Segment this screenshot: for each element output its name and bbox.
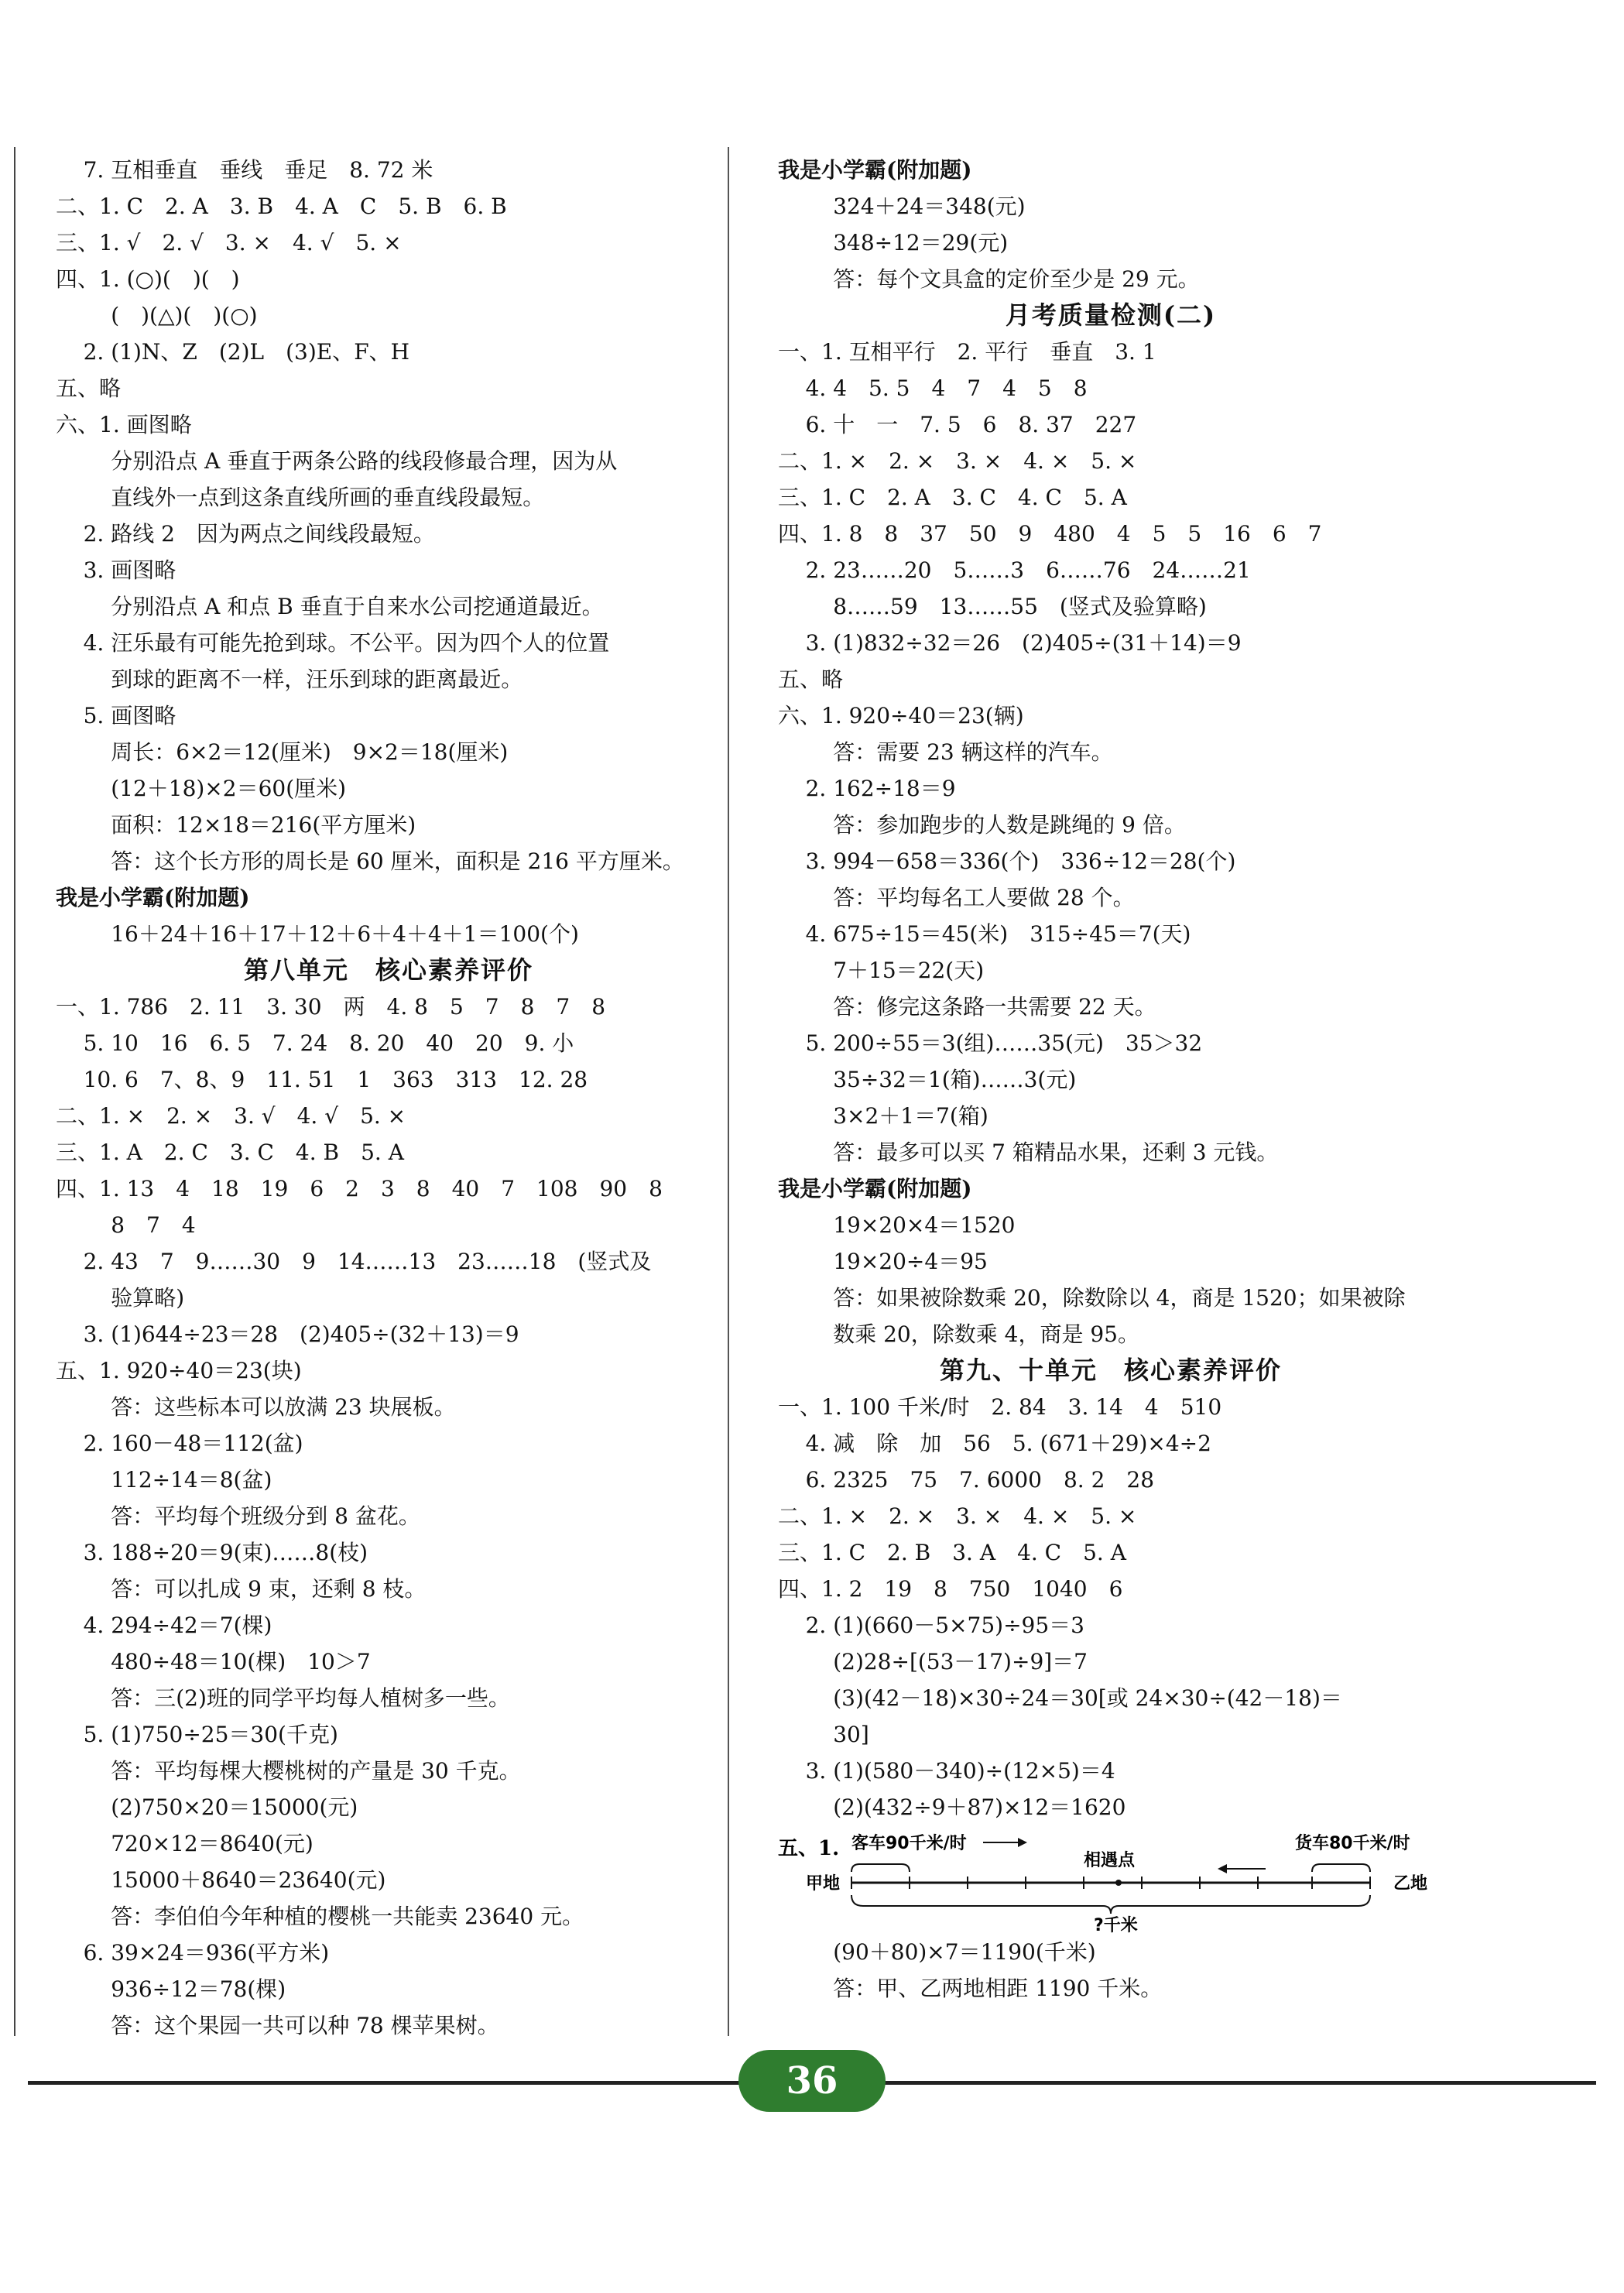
diagram-prefix: 五、1. [778,1837,840,1860]
answer-line: 答：每个文具盒的定价至少是 29 元。 [778,266,1200,292]
diagram-start-label: 甲地 [806,1874,841,1894]
answer-line: 2. 路线 2 因为两点之间线段最短。 [56,521,435,547]
right-column [778,152,1444,2007]
answer-line: 四、1. 2 19 8 750 1040 6 [778,1576,1123,1602]
answer-line: 4. 4 5. 5 4 7 4 5 8 [778,375,1088,401]
answer-line: 2. 23……20 5……3 6……76 24……21 [778,557,1251,583]
page-number [738,2050,886,2112]
answer-line: 30] [778,1722,869,1747]
answer-line: 4. 减 除 加 56 5. (671＋29)×4÷2 [778,1431,1211,1456]
answer-line: 验算略) [56,1285,185,1311]
answer-line: 720×12＝8640(元) [56,1831,313,1856]
answer-line: 一、1. 互相平行 2. 平行 垂直 3. 1 [778,339,1156,365]
answer-line: (2)(432÷9＋87)×12＝1620 [778,1794,1126,1820]
distance-brace [851,1895,1370,1914]
answer-line: 答：平均每个班级分到 8 盆花。 [56,1503,420,1529]
answer-line: 15000＋8640＝23640(元) [56,1867,386,1893]
answer-line: 三、1. √ 2. √ 3. × 4. √ 5. × [56,230,402,255]
answer-line: 二、1. × 2. × 3. × 4. × 5. × [778,448,1137,474]
section-heading: 第九、十单元 核心素养评价 [939,1356,1282,1385]
answer-line: 一、1. 100 千米/时 2. 84 3. 14 4 510 [778,1394,1222,1420]
answer-line: 3. (1)832÷32＝26 (2)405÷(31＋14)＝9 [778,630,1242,656]
answer-line: 16＋24＋16＋17＋12＋6＋4＋4＋1＝100(个) [56,921,579,947]
answer-line: 答：这个果园一共可以种 78 棵苹果树。 [56,2013,499,2038]
answer-line: 四、1. 8 8 37 50 9 480 4 5 5 16 6 7 [778,521,1322,547]
answer-line: 3. 188÷20＝9(束)……8(枝) [56,1540,368,1565]
answer-line: 7. 互相垂直 垂线 垂足 8. 72 米 [56,157,433,183]
answer-line: 6. 39×24＝936(平方米) [56,1940,330,1966]
answer-line: 2. 160－48＝112(盆) [56,1431,303,1456]
answer-line: 数乘 20，除数乘 4，商是 95。 [778,1321,1139,1347]
answer-line: 答：这些标本可以放满 23 块展板。 [56,1394,456,1420]
answer-line: 10. 6 7、8、9 11. 51 1 363 313 12. 28 [56,1067,588,1092]
bonus-heading: 我是小学霸(附加题) [56,885,250,910]
answer-line: 112÷14＝8(盆) [56,1467,272,1493]
meeting-diagram [778,1825,1444,1934]
page-left-edge [14,147,15,2036]
left-segment-brace [851,1864,910,1872]
answer-line: 3. (1)(580－340)÷(12×5)＝4 [778,1758,1115,1784]
answer-line: 4. 675÷15＝45(米) 315÷45＝7(天) [778,921,1191,947]
bonus-heading: 我是小学霸(附加题) [778,157,972,183]
answer-line: 一、1. 786 2. 11 3. 30 两 4. 8 5 7 8 7 8 [56,994,606,1020]
answer-line: 三、1. C 2. B 3. A 4. C 5. A [778,1540,1126,1565]
answer-line: 480÷48＝10(棵) 10＞7 [56,1649,371,1674]
answer-line: 周长：6×2＝12(厘米) 9×2＝18(厘米) [56,739,509,765]
answer-line: 答：平均每名工人要做 28 个。 [778,885,1135,910]
answer-line: 五、1. 920÷40＝23(块) [56,1358,302,1383]
answer-line: 三、1. A 2. C 3. C 4. B 5. A [56,1140,404,1165]
answer-line: 分别沿点 A 和点 B 垂直于自来水公司挖通道最近。 [56,594,604,619]
answer-line: 四、1. (○)( )( ) [56,266,240,292]
answer-line: 5. 画图略 [56,703,176,728]
answer-line: ( )(△)( )(○) [56,303,258,328]
answer-line: 分别沿点 A 垂直于两条公路的线段修最合理，因为从 [56,448,618,474]
answer-line: 7＋15＝22(天) [778,958,985,983]
answer-line: (2)28÷[(53－17)÷9]＝7 [778,1649,1088,1674]
answer-line: 3×2＋1＝7(箱) [778,1103,988,1129]
section-heading: 第八单元 核心素养评价 [243,955,533,985]
answer-line: 936÷12＝78(棵) [56,1976,286,2002]
diagram-left-label: 客车90千米/时 [851,1834,967,1853]
page-footer [0,2050,1624,2104]
answer-line: (3)(42－18)×30÷24＝30[或 24×30÷(42－18)＝ [778,1685,1342,1711]
answer-line: 8 7 4 [56,1212,196,1238]
answer-line: (12＋18)×2＝60(厘米) [56,776,347,801]
answer-line: 二、1. C 2. A 3. B 4. A C 5. B 6. B [56,194,507,219]
answer-line: 答：需要 23 辆这样的汽车。 [778,739,1113,765]
answer-line: 答：平均每棵大樱桃树的产量是 30 千克。 [56,1758,521,1784]
answer-line: 到球的距离不一样，汪乐到球的距离最近。 [56,667,523,692]
answer-line: 5. (1)750÷25＝30(千克) [56,1722,338,1747]
diagram-distance-label: ?千米 [1094,1916,1138,1934]
answer-line: 答：三(2)班的同学平均每人植树多一些。 [56,1685,510,1711]
answer-line: 2. (1)(660－5×75)÷95＝3 [778,1613,1084,1638]
answer-line: 19×20×4＝1520 [778,1212,1016,1238]
answer-line: 6. 2325 75 7. 6000 8. 2 28 [778,1467,1155,1493]
answer-line: 面积：12×18＝216(平方厘米) [56,812,416,838]
meeting-diagram-svg [778,1825,1444,1934]
answer-line: 2. 43 7 9……30 9 14……13 23……18 (竖式及 [56,1249,652,1274]
answer-line: 5. 200÷55＝3(组)……35(元) 35＞32 [778,1030,1203,1056]
answer-line: 直线外一点到这条直线所画的垂直线段最短。 [56,485,545,510]
answer-line: 4. 汪乐最有可能先抢到球。不公平。因为四个人的位置 [56,630,610,656]
answer-line: 三、1. C 2. A 3. C 4. C 5. A [778,485,1127,510]
right-segment-brace [1312,1864,1370,1872]
page-number-text: 36 [786,2059,838,2103]
diagram-right-label: 货车80千米/时 [1295,1834,1410,1853]
answer-line: 答：可以扎成 9 束，还剩 8 枝。 [56,1576,427,1602]
left-arrow-head [1018,1838,1027,1847]
answer-line: 3. 画图略 [56,557,176,583]
answer-line: 6. 十 一 7. 5 6 8. 37 227 [778,412,1137,437]
diagram-end-label: 乙地 [1393,1874,1428,1894]
answer-line: 答：修完这条路一共需要 22 天。 [778,994,1156,1020]
answer-line: 2. (1)N、Z (2)L (3)E、F、H [56,339,410,365]
answer-line: 3. (1)644÷23＝28 (2)405÷(32＋13)＝9 [56,1321,519,1347]
answer-line: 答：李伯伯今年种植的樱桃一共能卖 23640 元。 [56,1904,584,1929]
bonus-heading: 我是小学霸(附加题) [778,1176,972,1201]
left-column [56,152,721,2044]
answer-line: 答：这个长方形的周长是 60 厘米，面积是 216 平方厘米。 [56,848,684,874]
section-heading: 月考质量检测(二) [1005,300,1217,330]
answer-line: 3. 994－658＝336(个) 336÷12＝28(个) [778,848,1236,874]
answer-line: 35÷32＝1(箱)……3(元) [778,1067,1077,1092]
answer-line: 348÷12＝29(元) [778,230,1009,255]
answer-line: (90＋80)×7＝1190(千米) [778,1939,1096,1965]
column-divider [728,147,729,2036]
answer-line: 2. 162÷18＝9 [778,776,956,801]
answer-line: 答：参加跑步的人数是跳绳的 9 倍。 [778,812,1186,838]
answer-line: 四、1. 13 4 18 19 6 2 3 8 40 7 108 90 8 [56,1176,663,1201]
answer-line: 4. 294÷42＝7(棵) [56,1613,272,1638]
answer-line: 19×20÷4＝95 [778,1249,988,1274]
answer-line: 二、1. × 2. × 3. √ 4. √ 5. × [56,1103,406,1129]
answer-line: 答：最多可以买 7 箱精品水果，还剩 3 元钱。 [778,1140,1279,1165]
answer-line: 答：甲、乙两地相距 1190 千米。 [778,1976,1163,2001]
answer-line: (2)750×20＝15000(元) [56,1794,358,1820]
right-arrow-head [1218,1864,1227,1873]
diagram-meet-label: 相遇点 [1084,1851,1136,1870]
answer-line: 8……59 13……55 (竖式及验算略) [778,594,1207,619]
answer-line: 5. 10 16 6. 5 7. 24 8. 20 40 20 9. 小 [56,1030,574,1056]
answer-line: 二、1. × 2. × 3. × 4. × 5. × [778,1503,1137,1529]
answer-line: 五、略 [56,375,122,401]
answer-line: 答：如果被除数乘 20，除数除以 4，商是 1520；如果被除 [778,1285,1406,1311]
answer-line: 六、1. 920÷40＝23(辆) [778,703,1024,728]
meet-point [1115,1880,1122,1886]
answer-line: 六、1. 画图略 [56,412,192,437]
answer-line: 324＋24＝348(元) [778,194,1026,219]
answer-line: 五、略 [778,667,844,692]
